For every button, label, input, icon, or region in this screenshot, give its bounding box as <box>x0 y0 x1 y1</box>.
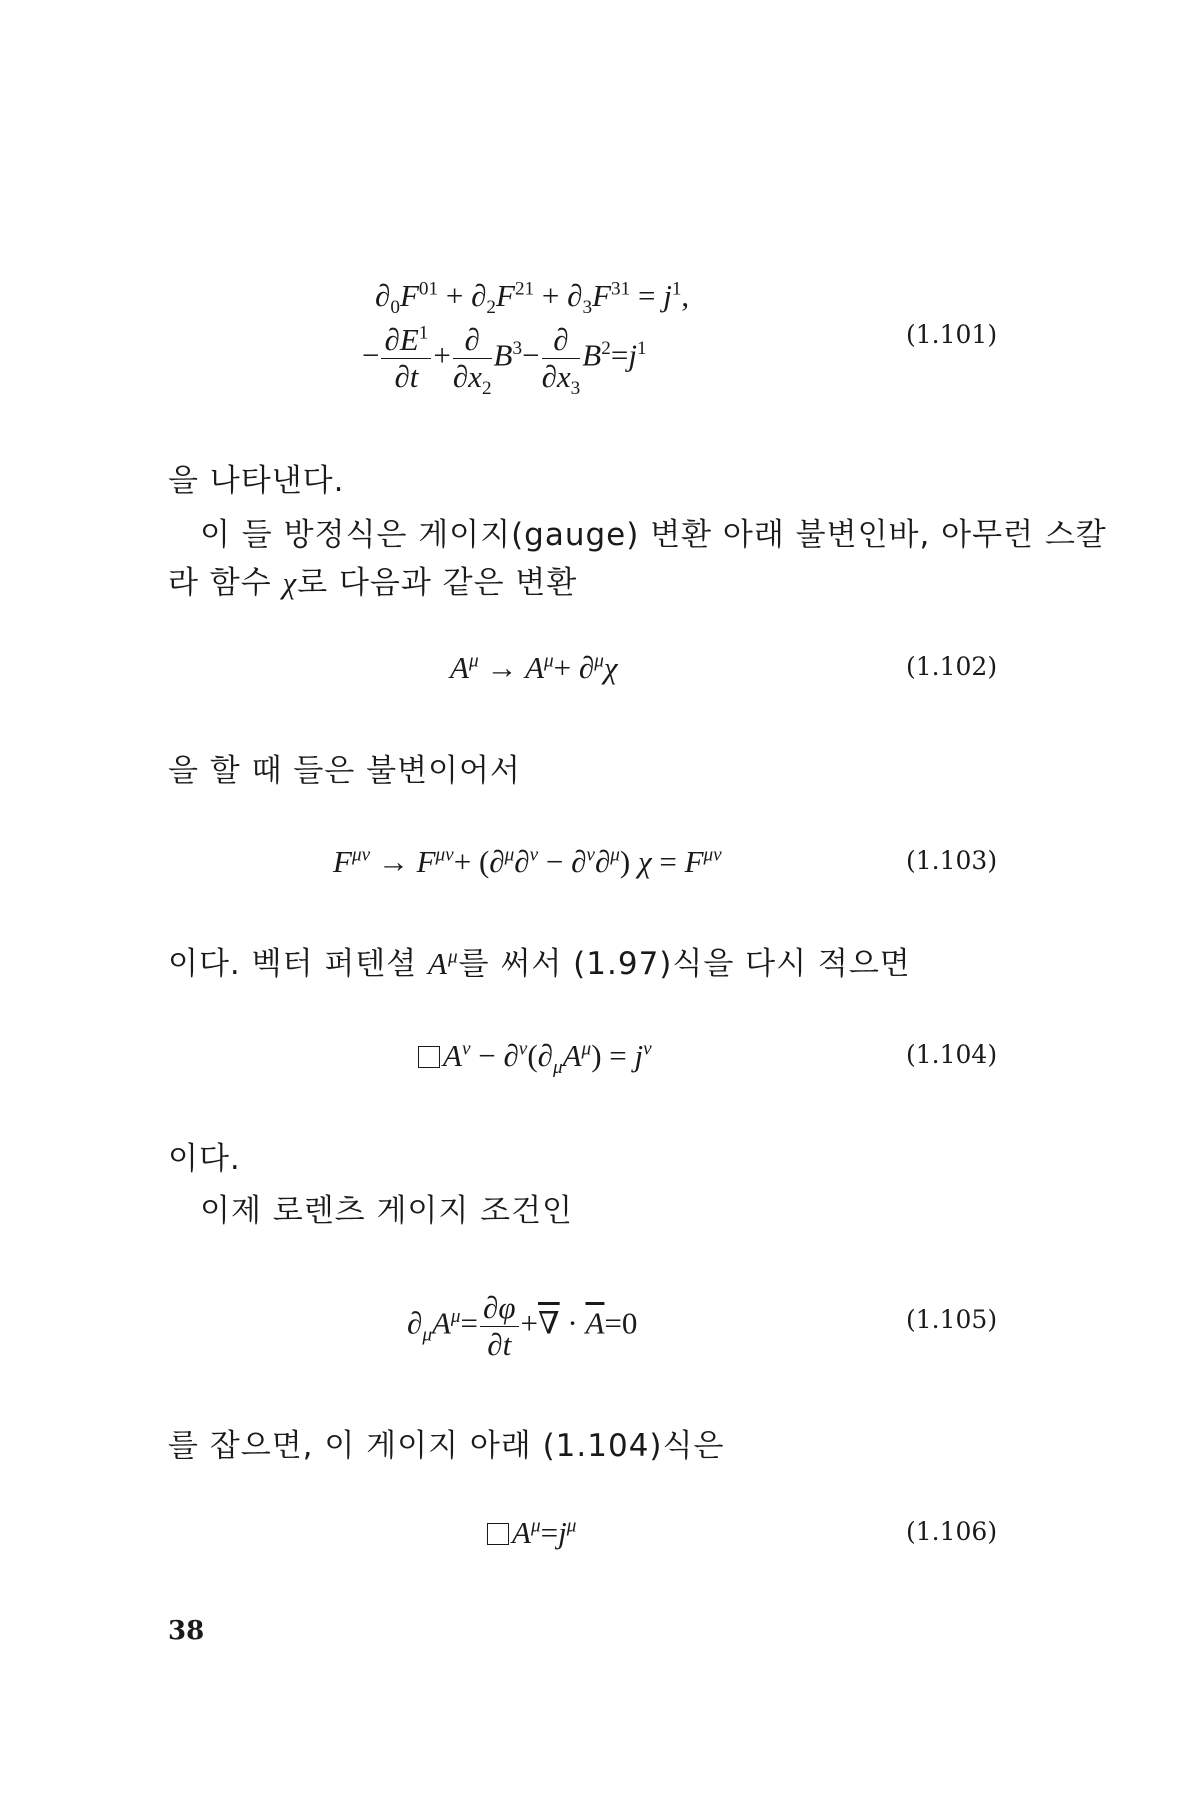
text-fragment: 를 써서 (1.97)식을 다시 적으면 <box>458 946 911 982</box>
paragraph-text: 을 나타낸다. <box>168 463 345 499</box>
equation-number-1-106: (1.106) <box>906 1517 998 1546</box>
symbol-letter: A <box>428 946 448 981</box>
dalembertian-box <box>487 1523 509 1545</box>
dalembertian-box <box>418 1046 440 1068</box>
paragraph-text <box>168 938 911 983</box>
paragraph-text: 이다. <box>168 1141 241 1177</box>
equation-1-102: $A^\mu \to A^\mu+ \partial^\mu\chi$ <box>450 650 618 685</box>
paragraph-text: 이 들 방정식은 게이지(gauge) 변환 아래 불변인바, 아무런 스칼 <box>200 517 1107 553</box>
equation-number-1-104: (1.104) <box>906 1040 998 1069</box>
paragraph-text: 이제 로렌츠 게이지 조건인 <box>200 1193 573 1229</box>
text-fragment: 로 다음과 같은 변환 <box>297 565 578 601</box>
equation-1-103: $F^{\mu\nu} \to F^{\mu\nu}+ (\partial^\mu\partial^\nu - \partial^\nu\partial^\mu) \chi = F^{\mu\nu}$ <box>333 844 722 879</box>
equation-1-104: $A^\nu - \partial^\nu(\partial_\mu A^\mu) = j^\nu$ <box>418 1038 652 1074</box>
vector-potential-symbol <box>428 946 459 981</box>
equation-number-1-103: (1.103) <box>906 846 998 875</box>
equation-1-101-line-1: $\partial_0F^{01} + \partial_2F^{21} + \partial_3F^{31} = j^1$, <box>375 278 690 319</box>
symbol-superscript: μ <box>447 946 459 968</box>
equation-1-101-line-2: − $\frac{\partial E^1}{\partial t}$ + $\frac{\partial}{\partial x_2}$ $B^3-$ $\frac{\partial}{\partial x_3}$ $B^2=j^1$ <box>362 322 647 399</box>
chi-symbol: χ <box>282 565 298 600</box>
text-fragment: 라 함수 <box>168 565 283 601</box>
equation-number-1-102: (1.102) <box>906 652 998 681</box>
paragraph-text <box>168 557 577 602</box>
equation-1-106: $A^\mu=j^\mu$ <box>487 1515 576 1551</box>
paragraph-text: 를 잡으면, 이 게이지 아래 (1.104)식은 <box>168 1428 725 1464</box>
equation-number-1-101: (1.101) <box>906 320 998 349</box>
equation-number-1-105: (1.105) <box>906 1305 998 1334</box>
page-number: 38 <box>168 1616 205 1646</box>
paragraph-text: 을 할 때 들은 불변이어서 <box>168 753 521 789</box>
text-fragment: 이다. 벡터 퍼텐셜 <box>168 946 429 982</box>
equation-1-105: $\partial_\mu A^\mu=$ $\frac{\partial\varphi}{\partial t}$ +∇ · $\overline{A}=0$ <box>407 1290 638 1362</box>
